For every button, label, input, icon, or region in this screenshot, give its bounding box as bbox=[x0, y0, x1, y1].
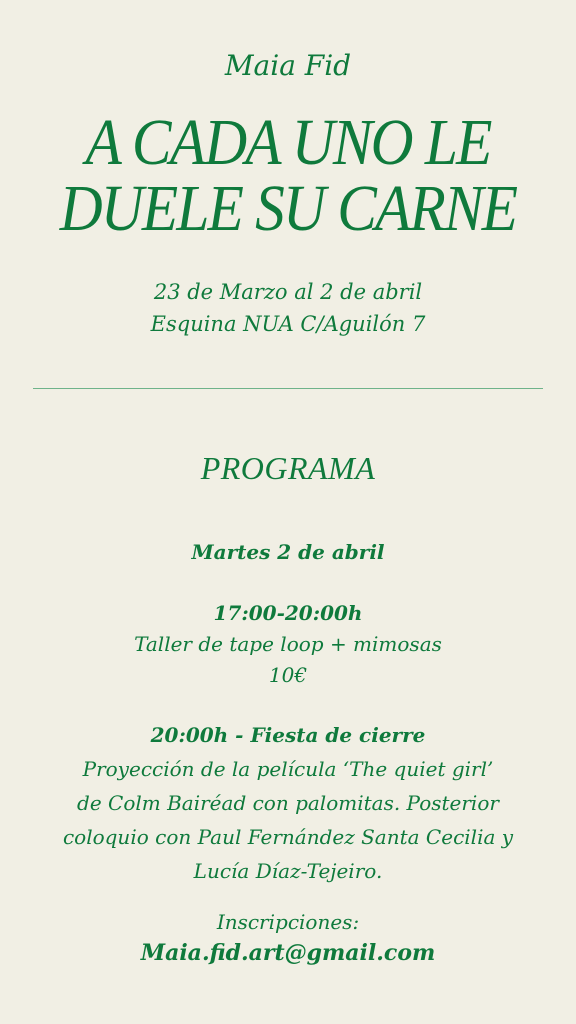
event-info bbox=[0, 276, 576, 340]
author-name: Maia Fid bbox=[224, 49, 352, 82]
event-venue: Esquina NUA C/Aguilón 7 bbox=[150, 312, 426, 336]
programa-heading: PROGRAMA bbox=[200, 450, 376, 486]
slot-2-description-line: Lucía Díaz-Tejeiro. bbox=[193, 859, 383, 883]
programa-day: Martes 2 de abril bbox=[191, 540, 385, 564]
section-divider bbox=[33, 388, 543, 389]
slot-2-description-line: Proyección de la película ‘The quiet girl’ bbox=[82, 757, 494, 781]
exhibition-title bbox=[29, 106, 547, 245]
slot-2-description bbox=[0, 752, 576, 888]
slot-1-time: 17:00-20:00h bbox=[213, 601, 363, 625]
title-line-1: A CADA UNO LE bbox=[85, 106, 491, 179]
slot-2-description-line: de Colm Bairéad con palomitas. Posterior bbox=[77, 791, 499, 815]
slot-2-time: 20:00h - Fiesta de cierre bbox=[150, 723, 426, 747]
event-dates: 23 de Marzo al 2 de abril bbox=[153, 280, 423, 304]
slot-1-price: 10€ bbox=[268, 663, 308, 687]
slot-1-description: Taller de tape loop + mimosas bbox=[134, 632, 442, 656]
signup-email-link[interactable]: Maia.fid.art@gmail.com bbox=[140, 940, 436, 966]
title-line-2: DUELE SU CARNE bbox=[59, 172, 517, 245]
slot-2-description-line: coloquio con Paul Fernández Santa Cecilia y bbox=[62, 825, 514, 849]
signup-label: Inscripciones: bbox=[216, 910, 360, 934]
